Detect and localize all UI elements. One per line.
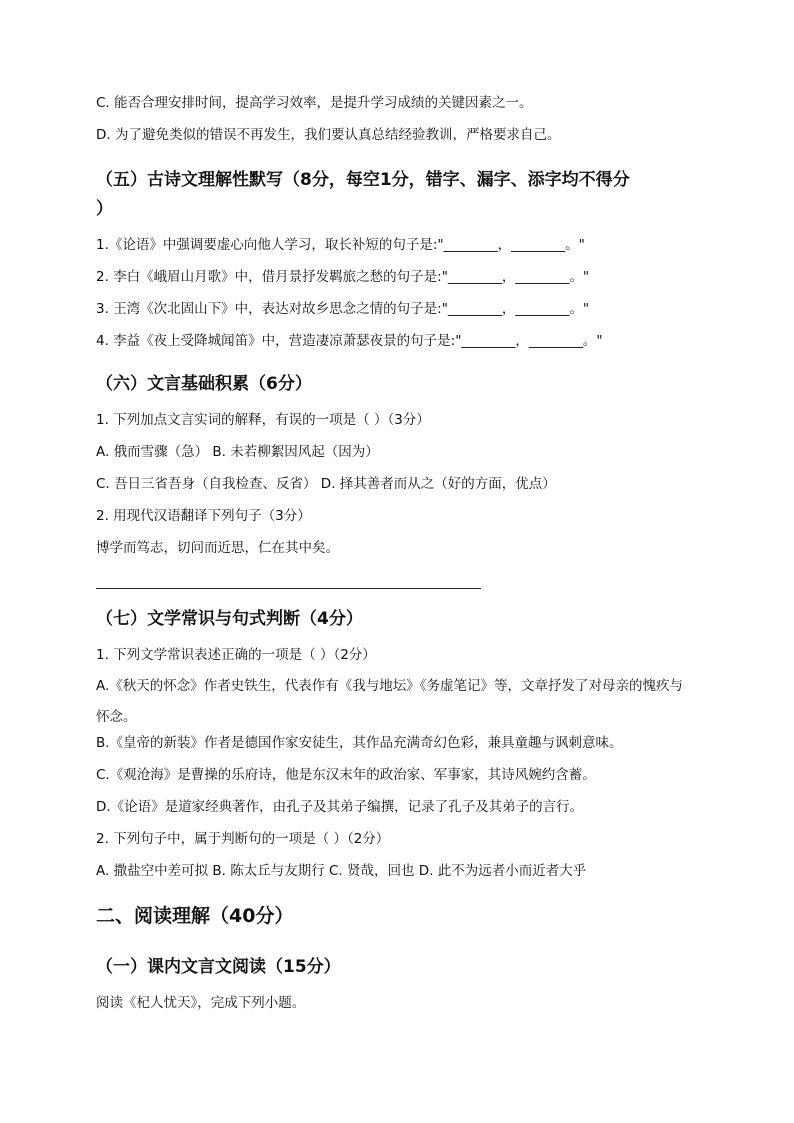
dictation-item-1: 1.《论语》中强调要虚心向他人学习，取长补短的句子是:"________，________。" [96,237,585,253]
section-7-option-b: B.《皇帝的新装》作者是德国作家安徒生，其作品充满奇幻色彩，兼具童趣与讽刺意味。 [96,735,623,751]
dictation-item-2: 2. 李白《峨眉山月歌》中，借月景抒发羁旅之愁的句子是:"________，________。" [96,269,590,285]
option-d-text: D. 为了避免类似的错误不再发生，我们要认真总结经验教训，严格要求自己。 [96,127,561,143]
section-5-heading: （五）古诗文理解性默写（8分，每空1分，错字、漏字、添字均不得分 [96,170,630,190]
section-7-question-1: 1. 下列文学常识表述正确的一项是（ ）（2分） [96,647,376,663]
answer-line [96,588,481,589]
reading-subsection-heading: （一）课内文言文阅读（15分） [96,957,341,977]
section-6-question-2: 2. 用现代汉语翻译下列句子（3分） [96,508,311,524]
option-c-text: C. 能否合理安排时间，提高学习效率，是提升学习成绩的关键因素之一。 [96,95,533,111]
section-6-question-1: 1. 下列加点文言实词的解释，有误的一项是（ ）（3分） [96,412,430,428]
reading-instruction: 阅读《杞人忧天》，完成下列小题。 [96,995,306,1011]
section-6-options-cd: C. 吾日三省吾身（自我检查、反省） D. 择其善者而从之（好的方面，优点） [96,476,556,492]
dictation-item-3: 3. 王湾《次北固山下》中，表达对故乡思念之情的句子是:"________，________。" [96,301,590,317]
section-7-option-d: D.《论语》是道家经典著作，由孔子及其弟子编撰，记录了孔子及其弟子的言行。 [96,799,584,815]
section-6-options-ab: A. 俄而雪骤（急） B. 未若柳絮因风起（因为） [96,444,379,460]
translation-sentence: 博学而笃志，切问而近思，仁在其中矣。 [96,540,339,556]
section-5-heading-cont: ） [96,199,113,219]
part-2-heading: 二、阅读理解（40分） [96,905,294,927]
dictation-item-4: 4. 李益《夜上受降城闻笛》中，营造凄凉萧瑟夜景的句子是:"________，________。" [96,333,603,349]
section-7-heading: （七）文学常识与句式判断（4分） [96,609,363,629]
section-7-option-a: A.《秋天的怀念》作者史铁生，代表作有《我与地坛》《务虚笔记》等，文章抒发了对母亲的愧疚与怀念。 [96,678,684,725]
section-7-question-2: 2. 下列句子中，属于判断句的一项是（ ）（2分） [96,831,390,847]
section-7-option-c: C.《观沧海》是曹操的乐府诗，他是东汉末年的政治家、军事家，其诗风婉约含蓄。 [96,767,596,783]
section-7-options: A. 撒盐空中差可拟 B. 陈太丘与友期行 C. 贤哉，回也 D. 此不为远者小而近者大乎 [96,863,587,879]
section-6-heading: （六）文言基础积累（6分） [96,374,312,394]
